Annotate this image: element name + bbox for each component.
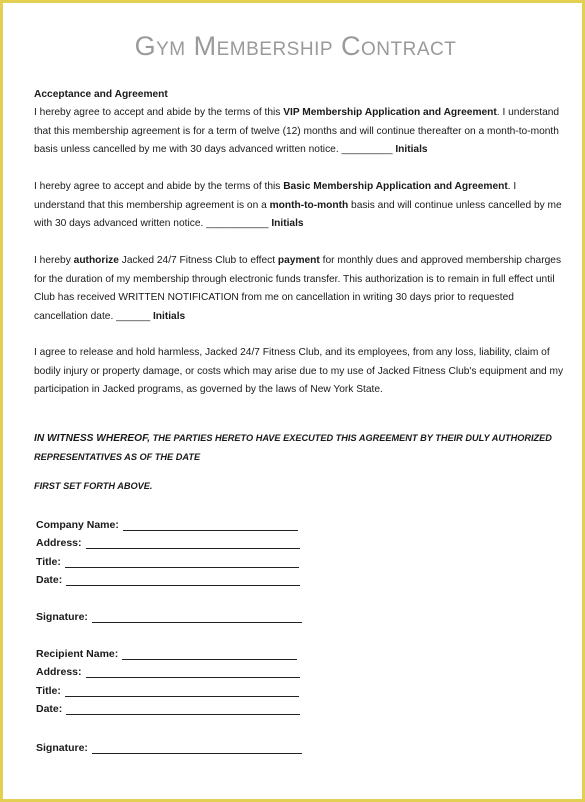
acceptance-heading-block: [34, 86, 564, 105]
recipient-title-label: Title:: [36, 685, 61, 697]
p2-text-a: I hereby agree to accept and abide by the terms of this: [34, 181, 284, 192]
p1-initials: Initials: [395, 144, 428, 155]
p2-initials: Initials: [271, 218, 304, 229]
company-name-field[interactable]: [123, 518, 298, 531]
company-address-label: Address:: [36, 537, 82, 549]
p1-bold-b: VIP Membership Application and Agreement: [283, 107, 497, 118]
recipient-signature-row: [36, 741, 302, 754]
company-name-label: Company Name:: [36, 519, 119, 531]
p2-text-c: . I understand that this membership agreement is on a: [34, 181, 517, 211]
p3-bold-d: payment: [277, 255, 320, 266]
payment-paragraph: [34, 252, 564, 326]
recipient-title-field[interactable]: [65, 684, 299, 697]
recipient-name-label: Recipient Name:: [36, 648, 119, 660]
p1-text-a: I hereby agree to accept and abide by the terms of this: [34, 107, 284, 118]
recipient-name-field[interactable]: [122, 647, 297, 660]
company-title-label: Title:: [36, 556, 61, 568]
company-name-row: [36, 518, 298, 531]
p4-text: I agree to release and hold harmless, Jacked 24/7 Fitness Club, and its employees, from any loss, liability, claim of bodily injury or property damage, or costs which may arise due to my use of Jacked Fitness Club's equipment and my participation in Jacked programs, as governed by the laws of New York State.: [34, 347, 564, 395]
company-signature-label: Signature:: [36, 611, 88, 623]
company-address-row: [36, 536, 300, 549]
company-signature-field[interactable]: [92, 610, 302, 623]
company-date-field[interactable]: [66, 573, 300, 586]
witness-lead: IN WITNESS WHEREOF,: [34, 433, 151, 444]
p3-text-a: I hereby: [34, 255, 74, 266]
release-paragraph: [34, 344, 564, 400]
page-title: Gym Membership Contract: [134, 31, 457, 61]
witness-block: [34, 429, 564, 496]
witness-line2: REPRESENTATIVES AS OF THE DATE: [34, 452, 201, 462]
p3-bold-b: authorize: [73, 255, 119, 266]
p3-text-e: for monthly dues and approved membership charges for the duration of my membership through electronic funds transfer. This authorization is to remain in full effect until Club has received WRITTEN NOTIFICATION from me on cancellation in writing 30 days prior to requested cancellation date. ______: [34, 255, 562, 322]
recipient-title-row: [36, 684, 299, 697]
company-date-label: Date:: [36, 574, 63, 586]
witness-line1: THE PARTIES HERETO HAVE EXECUTED THIS AGREEMENT BY THEIR DULY AUTHORIZED: [150, 433, 552, 443]
company-title-row: [36, 555, 299, 568]
company-address-field[interactable]: [86, 536, 300, 549]
vip-paragraph: [34, 104, 564, 160]
company-signature-row: [36, 610, 302, 623]
recipient-address-label: Address:: [36, 666, 82, 678]
p2-text-e: basis and will continue unless cancelled by me with 30 days advanced written notice. ___________: [34, 199, 562, 229]
section-heading: Acceptance and Agreement: [34, 89, 168, 100]
recipient-signature-field[interactable]: [92, 741, 302, 754]
company-title-field[interactable]: [65, 555, 299, 568]
recipient-signature-label: Signature:: [36, 742, 88, 754]
p3-text-c: Jacked 24/7 Fitness Club to effect: [118, 255, 278, 266]
recipient-date-row: [36, 702, 300, 715]
recipient-address-row: [36, 665, 300, 678]
witness-line3: FIRST SET FORTH ABOVE.: [34, 481, 153, 491]
recipient-date-label: Date:: [36, 703, 63, 715]
p2-bold-d: month-to-month: [269, 199, 349, 211]
p2-bold-b: Basic Membership Application and Agreement: [283, 181, 508, 192]
recipient-date-field[interactable]: [66, 702, 300, 715]
company-date-row: [36, 573, 300, 586]
basic-paragraph: [34, 178, 564, 234]
recipient-address-field[interactable]: [86, 665, 300, 678]
recipient-name-row: [36, 647, 297, 660]
p3-initials: Initials: [152, 310, 186, 322]
p1-text-c: . I understand that this membership agreement is for a term of twelve (12) months and will continue thereafter on a month-to-month basis unless cancelled by me with 30 days advanced written notice. _________: [34, 107, 560, 155]
